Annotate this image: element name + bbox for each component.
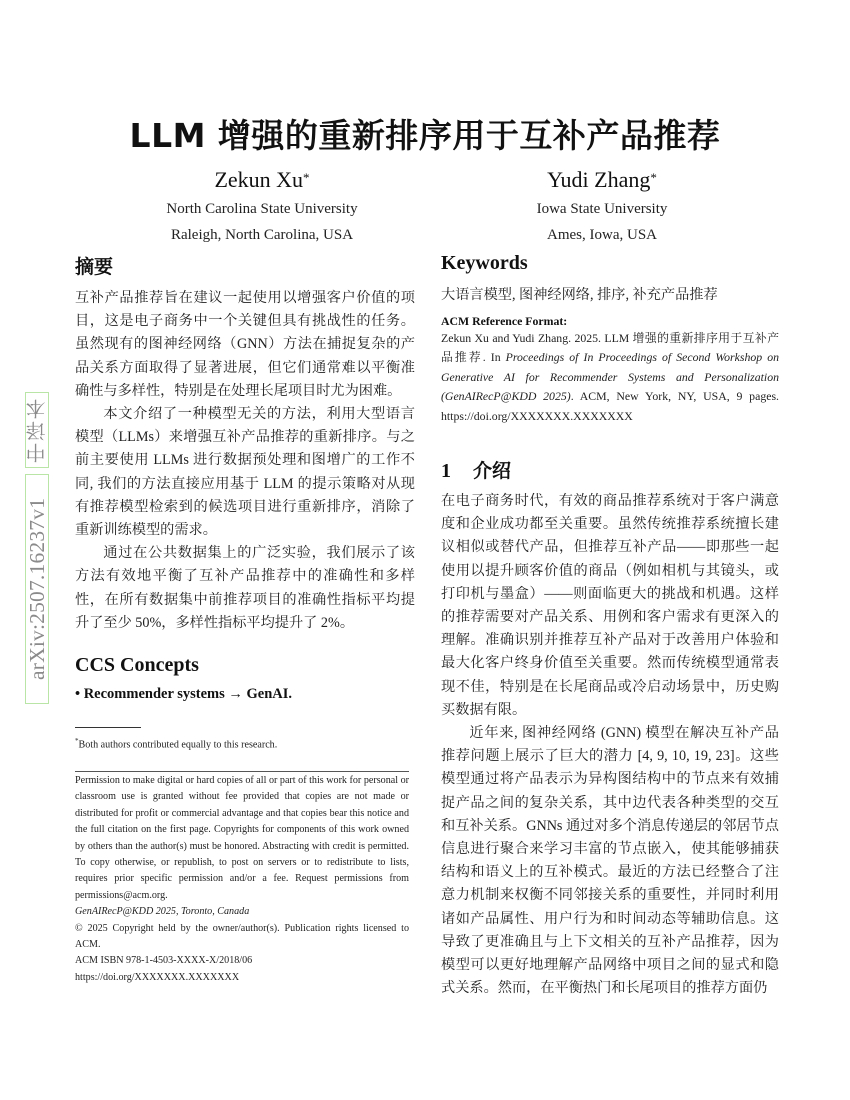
author-name: Zekun Xu* bbox=[214, 167, 310, 192]
permission-block bbox=[75, 773, 409, 986]
abstract-paragraph: 互补产品推荐旨在建议一起使用以增强客户价值的项目，这是电子商务中一个关键但具有挑战性的任务。虽然现有的图神经网络（GNN）方法在捕捉复杂的产品关系方面取得了显著进展，但它们通常难以平衡准确性与多样性，特别是在处理长尾项目时尤为困难。 bbox=[75, 290, 415, 399]
keywords-section bbox=[441, 250, 779, 304]
translation-stamp: 中译本 bbox=[25, 392, 49, 468]
reference-publisher: . ACM, New York, NY, USA, 9 pages. bbox=[570, 389, 779, 404]
arxiv-id-stamp: arXiv:2507.16237v1 bbox=[25, 474, 49, 704]
acm-reference-heading: ACM Reference Format: bbox=[441, 314, 568, 328]
acm-reference-section bbox=[441, 314, 779, 426]
venue-text: GenAIRecP@KDD 2025, Toronto, Canada bbox=[75, 906, 250, 918]
doi-link[interactable]: https://doi.org/XXXXXXX.XXXXXXX bbox=[75, 971, 240, 983]
paper-title: LLM 增强的重新排序用于互补产品推荐 bbox=[129, 116, 721, 155]
author-location: Raleigh, North Carolina, USA bbox=[170, 227, 354, 243]
equal-contribution-marker: * bbox=[650, 170, 657, 185]
permission-rule bbox=[75, 771, 409, 772]
ccs-section bbox=[75, 652, 415, 703]
author-affiliation: Iowa State University bbox=[536, 201, 668, 217]
introduction-heading bbox=[441, 458, 779, 484]
footnote-text: Both authors contributed equally to this research. bbox=[78, 739, 278, 751]
isbn-text: ACM ISBN 978-1-4503-XXXX-X/2018/06 bbox=[75, 955, 253, 967]
author-affiliation: North Carolina State University bbox=[166, 201, 358, 217]
acm-reference-text bbox=[441, 329, 779, 426]
ccs-concept-item: • Recommender systems → GenAI. bbox=[75, 686, 293, 702]
introduction-paragraph: 近年来, 图神经网络 (GNN) 模型在解决互补产品推荐问题上展示了巨大的潜力 [4, 9, 10, 19, 23]。这些模型通过将产品表示为异构图结构中的节点来有效捕捉产品之间的复杂关系，其中边代表各种类型的交互和互补关系。GNNs 通过对多个消息传递层的邻居节点信息进行聚合来学习丰富的节点嵌入，使其能够捕获结构和语义上的互补模式。最近的方法已经整合了注意力机制来权衡不同邻接关系的重要性，并同时利用诸如产品属性、用户行为和时间动态等辅助信息。这导致了更准确且与上下文相关的互补产品推荐，因为模型可以更好地理解产品网络中项目之间的显式和隐式关系。然而，在平衡热门和长尾项目的推荐方面仍 bbox=[441, 725, 779, 997]
author-name: Yudi Zhang* bbox=[547, 167, 657, 192]
author-block-1 bbox=[100, 166, 424, 246]
copyright-text: © 2025 Copyright held by the owner/author(s). Publication rights licensed to ACM. bbox=[75, 922, 409, 951]
abstract-section bbox=[75, 254, 415, 635]
reference-authors: Zekun Xu and Yudi Zhang. 2025. LLM 增强的重新排序用于互补产品推荐. In bbox=[441, 331, 779, 365]
section-number: 1 bbox=[441, 460, 451, 482]
permission-text: Permission to make digital or hard copies of all or part of this work for personal or classroom use is granted without fee provided that copies are not made or distributed for profit or commercial advantage and that copies bear this notice and the full citation on the first page. Copyrights for components of this work owned by others than the author(s) must be honored. Abstracting with credit is permitted. To copy otherwise, or republish, to post on servers or to redistribute to lists, requires prior specific permission and/or a fee. Request permissions from permissions@acm.org. bbox=[75, 775, 409, 901]
abstract-paragraph: 本文介绍了一种模型无关的方法，利用大型语言模型（LLMs）来增强互补产品推荐的重新排序。与之前主要使用 LLMs 进行数据预处理和图增广的工作不同, 我们的方法直接应用基于 LLM 的提示策略对从现有推荐模型检索到的候选项目进行重新排序，消除了重新训练模型的需求。 bbox=[75, 406, 415, 539]
section-title: 介绍 bbox=[473, 460, 512, 482]
footnote bbox=[75, 733, 415, 754]
footnote-marker: * bbox=[75, 737, 79, 745]
abstract-paragraph: 通过在公共数据集上的广泛实验，我们展示了该方法有效地平衡了互补产品推荐中的准确性和多样性，在所有数据集中前推荐项目的准确性指标平均提升了至少 50%，多样性指标平均提升了 2%。 bbox=[75, 545, 415, 631]
abstract-heading: 摘要 bbox=[75, 256, 114, 278]
author-block-2 bbox=[440, 166, 764, 246]
keywords-text: 大语言模型, 图神经网络, 排序, 补充产品推荐 bbox=[441, 287, 718, 303]
footnote-rule bbox=[75, 727, 141, 728]
keywords-heading: Keywords bbox=[441, 252, 528, 274]
author-location: Ames, Iowa, USA bbox=[547, 227, 657, 243]
reference-doi-link[interactable]: https://doi.org/XXXXXXX.XXXXXXX bbox=[441, 408, 633, 423]
introduction-section bbox=[441, 458, 779, 1000]
equal-contribution-marker: * bbox=[303, 170, 310, 185]
introduction-paragraph: 在电子商务时代，有效的商品推荐系统对于客户满意度和企业成功都至关重要。虽然传统推荐系统擅长建议相似或替代产品，但推荐互补产品——即那些一起使用以提升顾客价值的商品（例如相机与其镜头，或打印机与墨盒）——则面临更大的挑战和机遇。这样的推荐需要对产品关系、用例和客户需求有更深入的理解。准确识别并推荐互补产品对于改善用户体验和最大化客户终身价值至关重要。然而传统模型通常表现不佳，特别是在长尾商品或冷启动场景中，历史购买数据有限。 bbox=[441, 493, 779, 718]
ccs-heading: CCS Concepts bbox=[75, 654, 199, 676]
reference-proceedings: Proceedings of In Proceedings of Second Workshop on Generative AI for Recommender Systems and Personalization (GenAIRecP@KDD 2025) bbox=[441, 350, 780, 404]
